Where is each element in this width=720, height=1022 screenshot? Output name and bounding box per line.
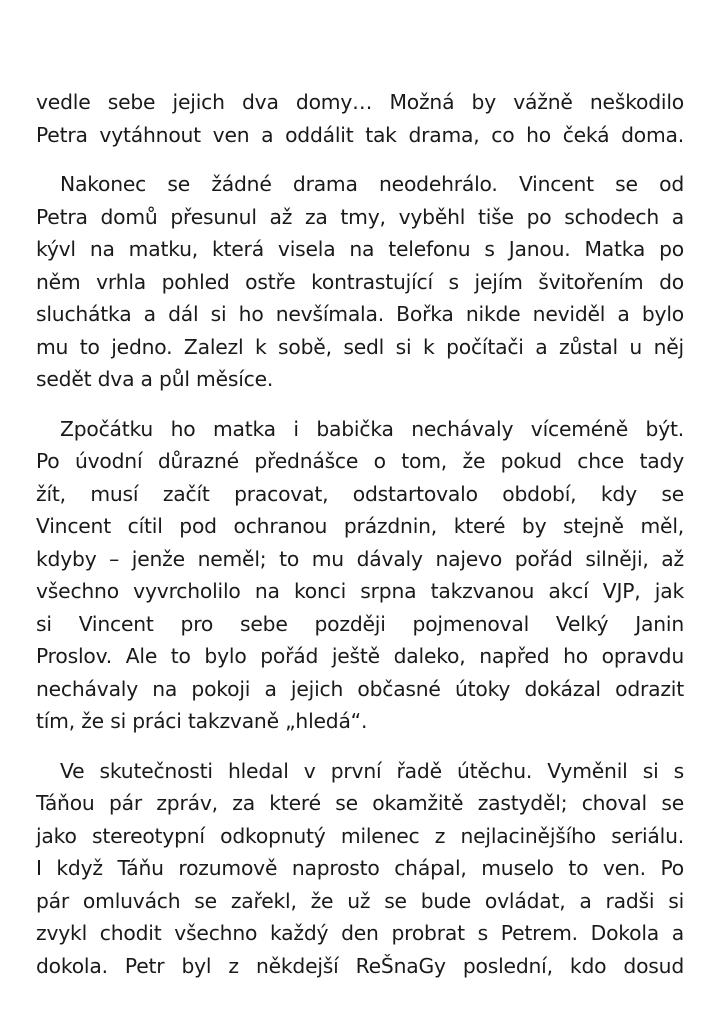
text-line: mu to jedno. Zalezl k sobě, sedl si k počítači a zůstal u něj bbox=[36, 334, 684, 359]
paragraph-2 bbox=[36, 168, 684, 396]
text-line: vedle sebe jejich dva domy… Možná by vážně neškodilo bbox=[36, 90, 684, 114]
text-line: Zpočátku ho matka i babička nechávaly víceméně být. bbox=[60, 416, 684, 441]
paragraph-1 bbox=[36, 86, 684, 151]
text-line: pár omluvách se zařekl, že už se bude ovládat, a radši si bbox=[36, 888, 684, 913]
text-line: Vincent cítil pod ochranou prázdnin, které by stejně měl, bbox=[36, 514, 684, 538]
text-line: kývl na matku, která visela na telefonu s Janou. Matka po bbox=[36, 237, 684, 261]
text-line: nechávaly na pokoji a jejich občasné útoky dokázal odrazit bbox=[36, 676, 684, 701]
text-line: jako stereotypní odkopnutý milenec z nejlacinějšího seriálu. bbox=[36, 823, 684, 848]
text-line: Proslov. Ale to bylo pořád ještě daleko, napřed ho opravdu bbox=[36, 644, 684, 668]
text-line: Petra domů přesunul až za tmy, vyběhl tiše po schodech a bbox=[36, 204, 684, 229]
book-page bbox=[36, 86, 684, 999]
text-line: I když Táňu rozumově naprosto chápal, muselo to ven. Po bbox=[36, 856, 684, 880]
text-line: si Vincent pro sebe později pojmenoval Velký Janin bbox=[36, 611, 684, 636]
paragraph-3 bbox=[36, 413, 684, 738]
text-line: žít, musí začít pracovat, odstartovalo období, kdy se bbox=[36, 481, 684, 506]
text-line: tím, že si práci takzvaně „hledá“. bbox=[36, 709, 368, 733]
text-line: něm vrhla pohled ostře kontrastující s jejím švitořením do bbox=[36, 269, 684, 294]
text-line: sedět dva a půl měsíce. bbox=[36, 367, 274, 391]
text-line: Ve skutečnosti hledal v první řadě útěchu. Vyměnil si s bbox=[60, 758, 684, 783]
text-line: Táňou pár zpráv, za které se okamžitě zastyděl; choval se bbox=[36, 791, 684, 815]
text-line: zvykl chodit všechno každý den probrat s Petrem. Dokola a bbox=[36, 921, 684, 945]
text-line: Po úvodní důrazné přednášce o tom, že pokud chce tady bbox=[36, 449, 684, 473]
text-line: sluchátka a dál si ho nevšímala. Bořka nikde neviděl a bylo bbox=[36, 302, 684, 326]
text-line: Petra vytáhnout ven a oddálit tak drama, co ho čeká doma. bbox=[36, 122, 684, 147]
text-line: všechno vyvrcholilo na konci srpna takzvanou akcí VJP, jak bbox=[36, 579, 684, 603]
text-line: kdyby – jenže neměl; to mu dávaly najevo pořád silněji, až bbox=[36, 546, 684, 571]
text-line: dokola. Petr byl z někdejší ReŠnaGy poslední, kdo dosud bbox=[36, 953, 684, 978]
text-line: Nakonec se žádné drama neodehrálo. Vincent se od bbox=[60, 172, 684, 196]
paragraph-4 bbox=[36, 755, 684, 983]
